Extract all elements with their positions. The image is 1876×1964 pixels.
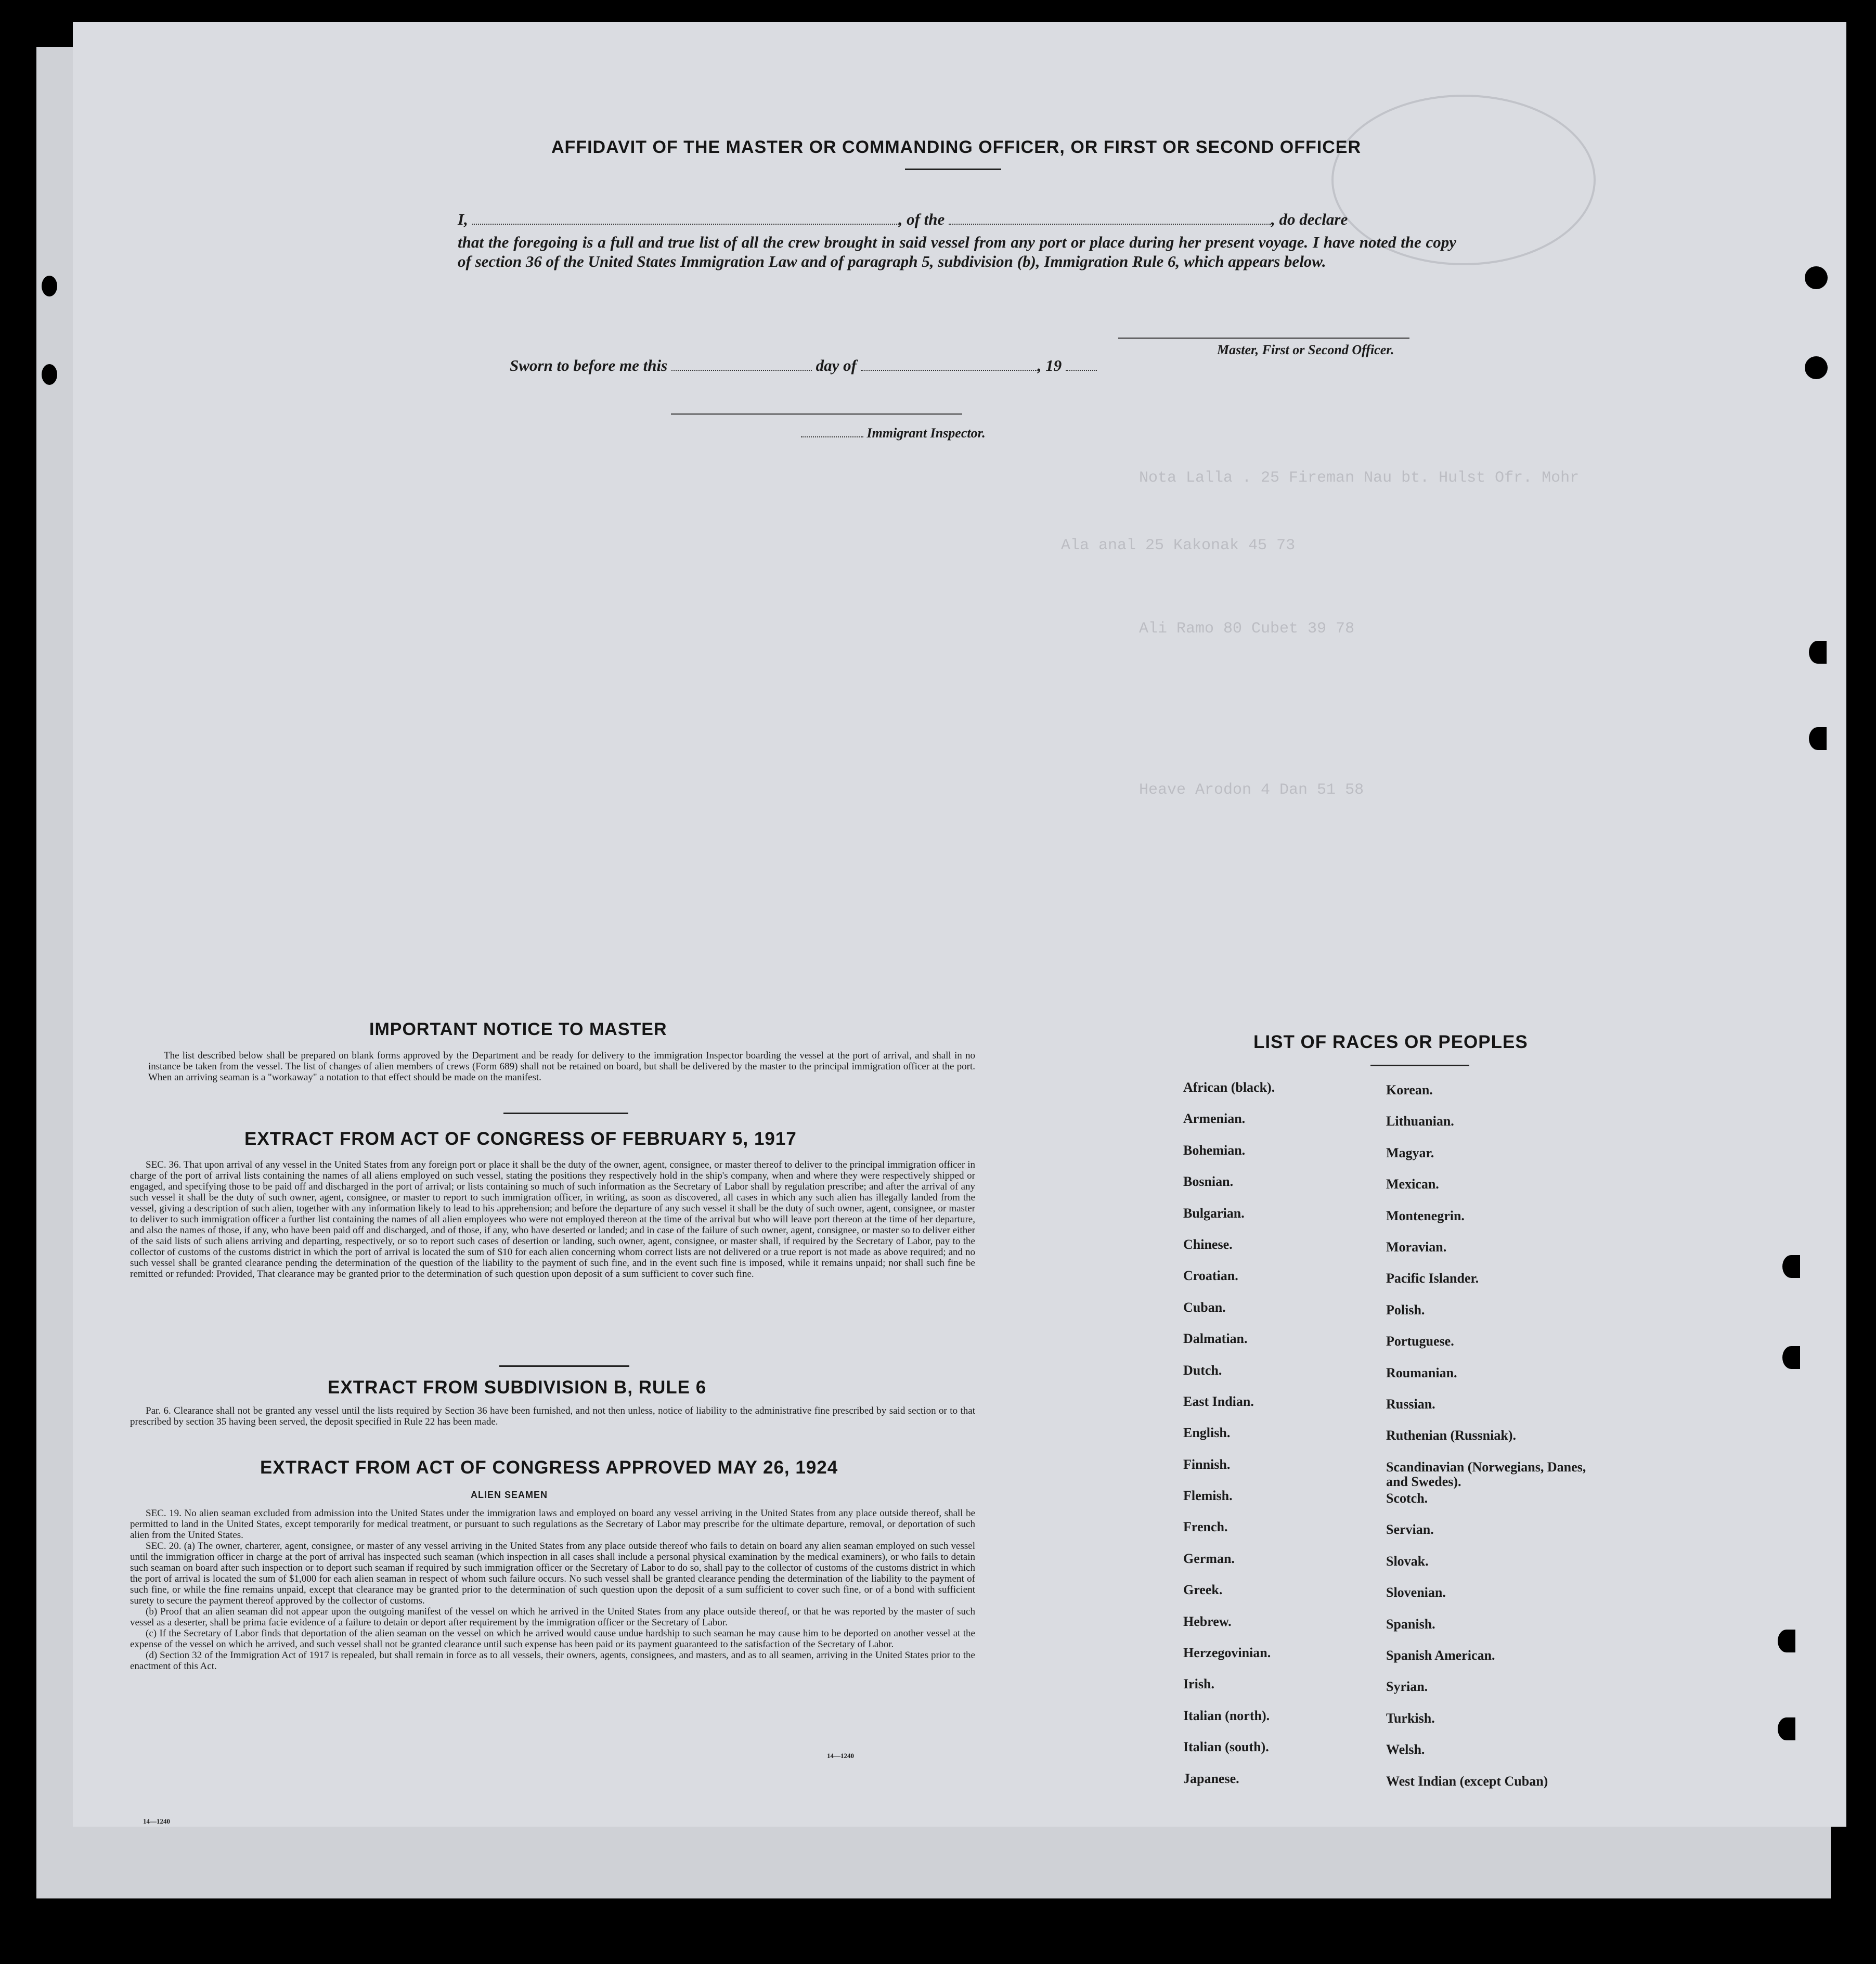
form-number-footer: 14—1240 — [143, 1817, 170, 1825]
race-item: Korean. — [1386, 1082, 1433, 1097]
section-19-paragraph: SEC. 19. No alien seaman excluded from admission into the United States under the immigration laws and employed on board any vessel arriving in the United States from any place outside thereof, shall be permitted to land in the United States, except temporarily for medical treatment, or pursuant to such regulations as the Secretary of Labor may prescribe for the ultimate departure, removal, or deportation of such alien from the United States. — [130, 1508, 975, 1541]
race-item: Montenegrin. — [1386, 1208, 1465, 1223]
race-item: Spanish American. — [1386, 1648, 1495, 1663]
race-item: Japanese. — [1183, 1771, 1239, 1786]
do-declare-label: , do declare — [1271, 210, 1348, 228]
notice-title: IMPORTANT NOTICE TO MASTER — [369, 1019, 667, 1039]
race-item: Dalmatian. — [1183, 1331, 1248, 1347]
race-item: West Indian (except Cuban) — [1386, 1773, 1548, 1789]
vessel-field[interactable] — [949, 223, 1271, 225]
race-item: Polish. — [1386, 1302, 1425, 1317]
bleed-through-text: Ali Ramo 80 Cubet 39 78 — [1139, 620, 1355, 638]
sworn-label: Sworn to before me this — [510, 356, 668, 374]
race-item: Slovenian. — [1386, 1585, 1446, 1600]
race-item: German. — [1183, 1550, 1235, 1566]
race-item: Russian. — [1386, 1396, 1435, 1412]
race-item: Spanish. — [1386, 1616, 1435, 1632]
race-item: Servian. — [1386, 1522, 1434, 1537]
signature-label: Master, First or Second Officer. — [1217, 342, 1394, 357]
race-item: Herzegovinian. — [1183, 1645, 1271, 1661]
races-left-column — [1183, 1080, 1381, 1803]
extract-1917-title: EXTRACT FROM ACT OF CONGRESS OF FEBRUARY 5, 1917 — [244, 1129, 797, 1149]
sworn-line — [510, 356, 1097, 375]
race-item: Chinese. — [1183, 1236, 1233, 1252]
rule-6-paragraph: Par. 6. Clearance shall not be granted any vessel until the lists required by Section 36 have been furnished, and not then unless, notice of liability to the administrative fine prescribed by said section or to that prescribed by section 35 having been served, the deposit specified in Rule 22 has been made. — [130, 1405, 975, 1427]
race-item: Moravian. — [1386, 1239, 1447, 1255]
inspector-label: Immigrant Inspector. — [866, 425, 986, 441]
race-item: Lithuanian. — [1386, 1114, 1454, 1129]
signature-line[interactable] — [1118, 337, 1409, 339]
race-item: Cuban. — [1183, 1299, 1226, 1315]
race-item: Bosnian. — [1183, 1174, 1234, 1190]
declaration-line — [458, 210, 1529, 229]
bleed-through-text: Heave Arodon 4 Dan 51 58 — [1139, 781, 1364, 799]
of-the-label: , of the — [898, 210, 945, 228]
binder-hole — [1782, 1255, 1800, 1278]
bleed-through-text: Ala anal 25 Kakonak 45 73 — [1061, 537, 1296, 554]
race-item: Welsh. — [1386, 1742, 1425, 1758]
race-item: Bohemian. — [1183, 1142, 1246, 1158]
inspector-signature-line[interactable] — [671, 413, 962, 415]
binder-hole — [1805, 356, 1828, 379]
race-item: Magyar. — [1386, 1145, 1434, 1160]
binder-hole — [1809, 727, 1827, 750]
race-item: Finnish. — [1183, 1456, 1231, 1472]
binder-hole — [1782, 1346, 1800, 1369]
binder-hole — [42, 276, 57, 296]
races-title: LIST OF RACES OR PEOPLES — [1253, 1032, 1528, 1052]
extract-1924-title: EXTRACT FROM ACT OF CONGRESS APPROVED MAY 26, 1924 — [260, 1457, 838, 1478]
month-field[interactable] — [861, 369, 1038, 371]
section-20a-paragraph: SEC. 20. (a) The owner, charterer, agent, consignee, or master of any vessel arriving in the United States from any place outside thereof who fails to detain on board any alien seaman employed on such vessel until the immigration officer in charge at the port of arrival has inspected such seaman (which inspection in all cases shall include a personal physical examination by the medical examiners), or who fails to detain such seaman on board after such inspection or to deport such seaman if required by such immigration officer or the Secretary of Labor to do so, shall pay to the collector of customs of the customs district in which the port of arrival is located the sum of $1,000 for each alien seaman in respect of whom such failure occurs. No such vessel shall be granted clearance pending the determination of the liability to the payment of such fine, or while the fine remains unpaid, except that clearance may be granted prior to the determination of such question upon the deposit of a sum sufficient to cover such fine, or of a bond with sufficient surety to secure the payment thereof approved by the collector of customs. — [130, 1541, 975, 1606]
race-item: Armenian. — [1183, 1111, 1246, 1127]
extract-1917-divider — [499, 1365, 629, 1367]
race-item: Croatian. — [1183, 1268, 1238, 1284]
binder-hole — [1778, 1630, 1795, 1652]
race-item: French. — [1183, 1519, 1228, 1535]
race-item: Hebrew. — [1183, 1613, 1232, 1629]
day-of-label: day of — [816, 356, 857, 374]
race-item: Syrian. — [1386, 1679, 1428, 1695]
inspector-line — [801, 425, 986, 441]
document-page — [73, 22, 1846, 1827]
notice-paragraph: The list described below shall be prepared on blank forms approved by the Department and be ready for delivery to the immigration Inspector boarding the vessel at the port of arrival, and shall in no instance be taken from the vessel. The list of changes of alien members of crews (Form 689) shall not be retained on board, but shall be delivered by the master to the principal immigration officer at the port. When an arriving seaman is a "workaway" a notation to that effect should be made on the manifest. — [148, 1050, 975, 1083]
affidavit-title: AFFIDAVIT OF THE MASTER OR COMMANDING OFFICER, OR FIRST OR SECOND OFFICER — [551, 137, 1361, 157]
race-item: Slovak. — [1386, 1553, 1429, 1569]
binder-hole — [42, 364, 57, 385]
race-item: Turkish. — [1386, 1710, 1435, 1726]
races-right-column — [1386, 1083, 1605, 1805]
race-item: Pacific Islander. — [1386, 1271, 1479, 1286]
race-item: Bulgarian. — [1183, 1205, 1245, 1221]
notice-divider — [503, 1113, 628, 1114]
alien-seamen-subtitle: ALIEN SEAMEN — [471, 1490, 548, 1500]
bleed-through-text: Nota Lalla . 25 Fireman Nau bt. Hulst Ofr. Mohr — [1139, 469, 1580, 487]
i-label: I, — [458, 210, 468, 228]
races-divider — [1370, 1065, 1469, 1066]
name-field[interactable] — [472, 223, 899, 225]
race-item: East Indian. — [1183, 1393, 1254, 1409]
race-item: Italian (north). — [1183, 1708, 1270, 1723]
binder-hole — [1805, 266, 1828, 289]
section-36-paragraph: SEC. 36. That upon arrival of any vessel in the United States from any foreign port or place it shall be the duty of the owner, agent, consignee, or master thereof to deliver to the principal immigration officer in charge of the port of arrival lists containing the names of all aliens employed on such vessel, stating the positions they respectively hold in the ship's company, when and where they were respectively shipped or engaged, and specifying those to be paid off and discharged in the port of arrival; or lists containing so much of such information as the Secretary of Labor shall by regulation prescribe; and after the arrival of any such vessel it shall be the duty of such owner, agent, consignee, or master to report to such immigration officer, in writing, as soon as discovered, all cases in which any such alien has illegally landed from the vessel, giving a description of such alien, together with any information likely to lead to his apprehension; and before the departure of any such vessel it shall be the duty of such owner, agent, consignee, or master to deliver to such immigration officer a further list containing the names of all alien employees who were not employed thereon at the time of the arrival but who will leave port thereon at the time of her departure, and also the names of those, if any, who have been paid off and discharged, and of those, if any, who have deserted or landed; and in case of the failure of such owner, agent, consignee, or master so to deliver either of the said lists of such aliens arriving and departing, respectively, or so to report such cases of desertion or landing, such owner, agent, consignee, or master shall, if required by the Secretary of Labor, pay to the collector of customs of the customs district in which the port of arrival is located the sum of $10 for each alien concerning whom correct lists are not delivered or a true report is not made as above required; and no such vessel shall be granted clearance pending the determination of the question of the liability to the payment of such fine, and in the event such fine is imposed, while it remains unpaid; nor shall such fine be remitted or refunded: Provided, That clearance may be granted prior to the determination of such question upon deposit of a sum sufficient to cover such fine. — [130, 1159, 975, 1280]
year-label: , 19 — [1037, 356, 1062, 374]
race-item: Scandinavian (Norwegians, Danes, and Swedes). — [1386, 1459, 1586, 1489]
section-20d-paragraph: (d) Section 32 of the Immigration Act of 1917 is repealed, but shall remain in force as to all vessels, their owners, agents, consignees, and masters, and as to all seamen, arriving in the United States prior to the enactment of this Act. — [130, 1650, 975, 1672]
section-20b-paragraph: (b) Proof that an alien seaman did not appear upon the outgoing manifest of the vessel on which he arrived in the United States from any place outside thereof, or that he was reported by the master of such vessel as a deserter, shall be prima facie evidence of a failure to detain or deport after requirement by the immigration officer or the Secretary of Labor. — [130, 1606, 975, 1628]
form-number-inner: 14—1240 — [827, 1752, 854, 1760]
notice-text — [148, 1050, 975, 1083]
race-item: English. — [1183, 1425, 1231, 1441]
rule-6-text — [130, 1405, 975, 1427]
race-item: Dutch. — [1183, 1362, 1222, 1378]
binder-hole — [1778, 1717, 1795, 1740]
race-item: Scotch. — [1386, 1491, 1428, 1506]
race-item: Roumanian. — [1386, 1365, 1457, 1380]
race-item: Portuguese. — [1386, 1334, 1454, 1349]
extract-1917-text — [130, 1159, 975, 1280]
declaration-text: that the foregoing is a full and true list of all the crew brought in said vessel from any port or place during her present voyage. I have noted the copy of section 36 of the United States Immigration Law and of paragraph 5, subdivision (b), Immigration Rule 6, which appears below. — [458, 233, 1456, 270]
extract-1924-text — [130, 1508, 975, 1672]
race-item: Irish. — [1183, 1676, 1214, 1692]
race-item: Flemish. — [1183, 1488, 1233, 1504]
race-item: Italian (south). — [1183, 1739, 1269, 1755]
race-item: Ruthenian (Russniak). — [1386, 1428, 1516, 1443]
binder-hole — [1809, 641, 1827, 664]
race-item: Greek. — [1183, 1582, 1223, 1598]
year-field[interactable] — [1066, 369, 1097, 371]
race-item: African (black). — [1183, 1080, 1275, 1095]
section-20c-paragraph: (c) If the Secretary of Labor finds that deportation of the alien seaman on the vessel on which he arrived would cause undue hardship to such seaman he may cause him to be deported on another vessel at the expense of the vessel on which he arrived, and such vessel shall not be granted clearance until such expense has been paid or its payment guaranteed to the satisfaction of the Secretary of Labor. — [130, 1628, 975, 1650]
title-divider — [905, 169, 1001, 170]
inspector-dots — [801, 436, 863, 437]
race-item: Mexican. — [1386, 1177, 1439, 1192]
day-field[interactable] — [671, 369, 812, 371]
rule-6-title: EXTRACT FROM SUBDIVISION B, RULE 6 — [328, 1377, 707, 1398]
